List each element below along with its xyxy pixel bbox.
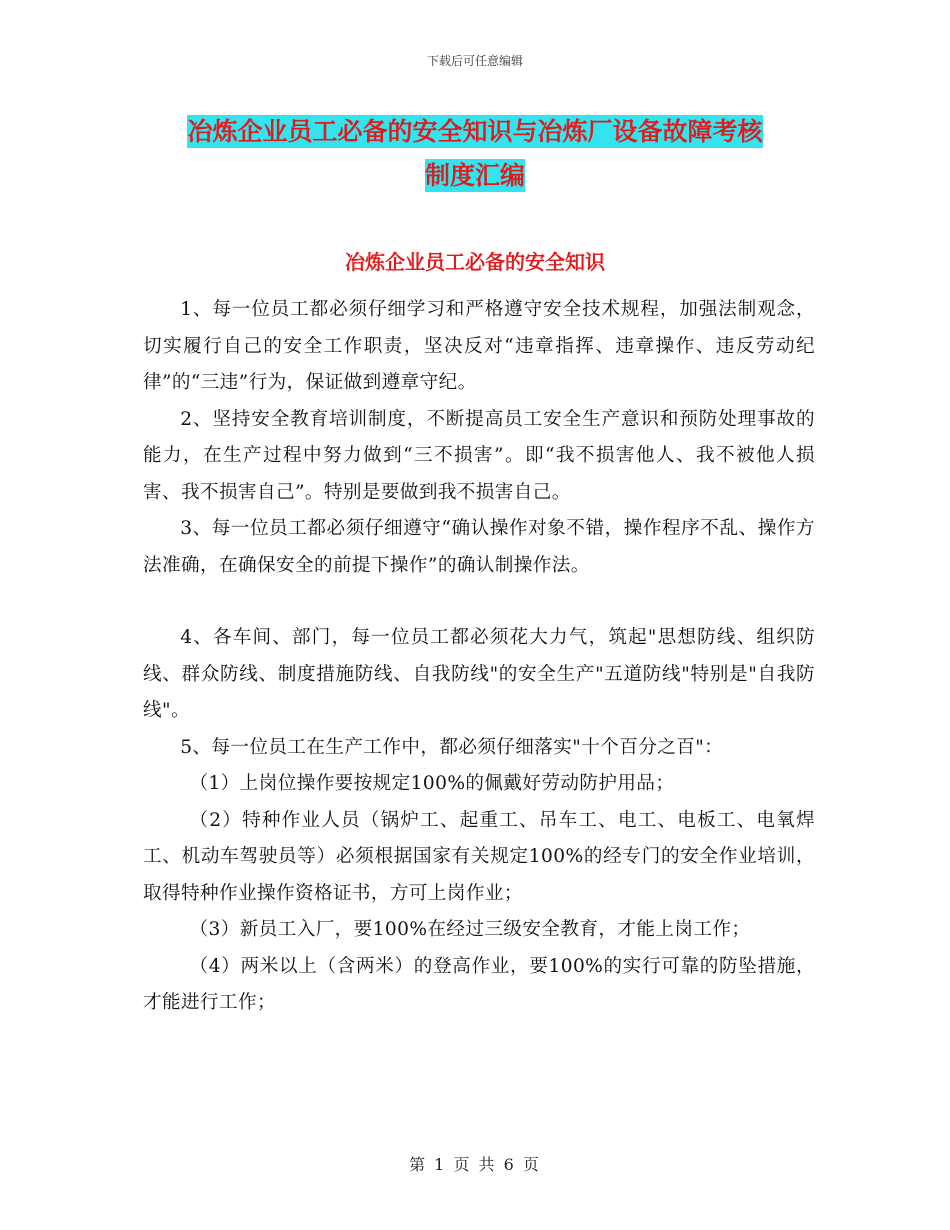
document-title [140,110,810,198]
paragraph-1: 1、每一位员工都必须仔细学习和严格遵守安全技术规程，加强法制观念，切实履行自己的安全工作职责，坚决反对“违章指挥、违章操作、违反劳动纪律”的“三违”行为，保证做到遵章守纪。 [143,299,815,393]
sub-item-2: （2）特种作业人员（锅炉工、起重工、吊车工、电工、电板工、电氧焊工、机动车驾驶员等）必须根据国家有关规定100%的经专门的安全作业培训，取得特种作业操作资格证书，方可上岗作业； [143,809,815,904]
title-line-2: 制度汇编 [424,161,525,190]
paragraph-4: 4、各车间、部门，每一位员工都必须花大力气，筑起"思想防线、组织防线、群众防线、制度措施防线、自我防线"的安全生产"五道防线"特别是"自我防线"。 [143,627,815,721]
sub-item-3: （3）新员工入厂，要100%在经过三级安全教育，才能上岗工作； [189,919,751,940]
page-number: 第 1 页 共 6 页 [409,1155,541,1174]
header-note: 下载后可任意编辑 [426,54,523,68]
paragraph-2: 2、坚持安全教育培训制度，不断提高员工安全生产意识和预防处理事故的能力，在生产过程中努力做到“三不损害”。即“我不损害他人、我不被他人损害、我不损害自己”。特别是要做到我不损害自己。 [143,408,815,503]
section-title: 冶炼企业员工必备的安全知识 [345,250,605,274]
sub-item-1: （1）上岗位操作要按规定100%的佩戴好劳动防护用品； [189,773,675,794]
body-text [143,292,815,1022]
title-line-1: 冶炼企业员工必备的安全知识与冶炼厂设备故障考核 [187,117,763,146]
paragraph-5: 5、每一位员工在生产工作中，都必须仔细落实"十个百分之百"： [180,736,724,758]
sub-item-4: （4）两米以上（含两米）的登高作业，要100%的实行可靠的防坠措施，才能进行工作； [143,955,815,1013]
paragraph-3: 3、每一位员工都必须仔细遵守“确认操作对象不错，操作程序不乱、操作方法准确，在确保安全的前提下操作”的确认制操作法。 [143,518,815,576]
